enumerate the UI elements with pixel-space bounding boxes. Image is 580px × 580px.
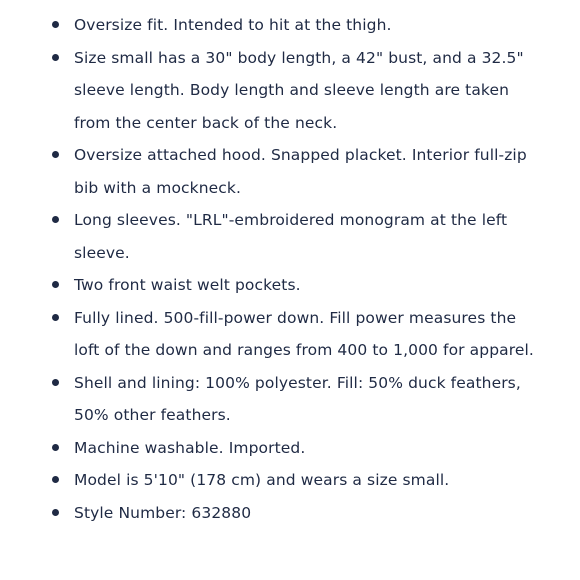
list-item — [0, 432, 580, 465]
list-item-text: Size small has a 30" body length, a 42" bust, and a 32.5" sleeve length. Body length and sleeve length are taken from the center back of the neck. — [74, 48, 524, 132]
list-item — [0, 9, 580, 42]
bullet-icon — [52, 379, 59, 386]
list-item — [0, 367, 580, 432]
bullet-icon — [52, 444, 59, 451]
bullet-icon — [52, 281, 59, 288]
list-item — [0, 302, 580, 367]
list-item — [0, 139, 580, 204]
list-item-text: Long sleeves. "LRL"-embroidered monogram at the left sleeve. — [74, 211, 508, 262]
list-item-text: Fully lined. 500-fill-power down. Fill power measures the loft of the down and ranges from 400 to 1,000 for apparel. — [74, 308, 534, 359]
bullet-icon — [52, 216, 59, 223]
list-item-text: Oversize fit. Intended to hit at the thigh. — [74, 16, 392, 34]
list-item — [0, 497, 580, 530]
bullet-icon — [52, 21, 59, 28]
bullet-icon — [52, 314, 59, 321]
list-item — [0, 464, 580, 497]
bullet-icon — [52, 151, 59, 158]
list-item — [0, 269, 580, 302]
list-item-text: Shell and lining: 100% polyester. Fill: 50% duck feathers, 50% other feathers. — [74, 373, 521, 424]
list-item — [0, 42, 580, 140]
list-item-text: Model is 5'10" (178 cm) and wears a size small. — [74, 471, 450, 489]
bullet-icon — [52, 476, 59, 483]
bullet-icon — [52, 54, 59, 61]
list-item-text: Two front waist welt pockets. — [74, 276, 301, 294]
list-item — [0, 204, 580, 269]
product-details-list — [0, 9, 580, 529]
list-item-text: Style Number: 632880 — [74, 503, 252, 522]
list-item-text: Machine washable. Imported. — [74, 438, 306, 457]
list-item-text: Oversize attached hood. Snapped placket. Interior full-zip bib with a mockneck. — [74, 146, 527, 197]
bullet-icon — [52, 509, 59, 516]
